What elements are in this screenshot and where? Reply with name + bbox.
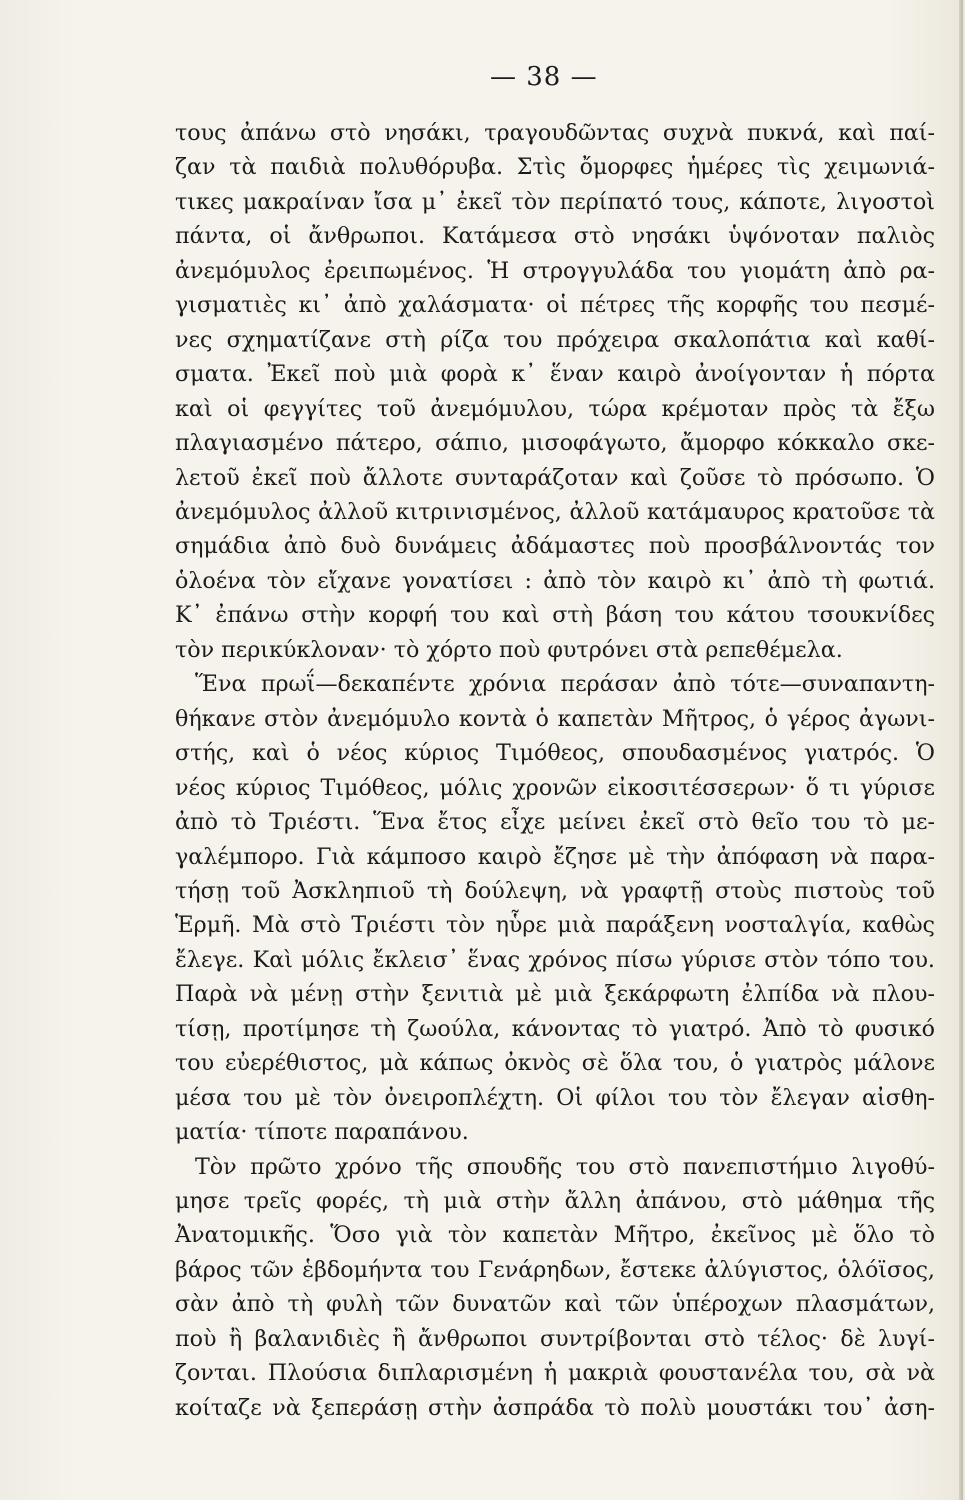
text-line: ζαν τὰ παιδιὰ πολυθόρυβα. Στὶς ὄμορφες ἡμέρες τὶς χειμωνιά- [175, 154, 935, 181]
text-line: ἀνεμόμυλος ἐρειπωμένος. Ἡ στρογγυλάδα του γιομάτη ἀπὸ ρα- [175, 257, 935, 284]
text-line: λετοῦ ἐκεῖ ποὺ ἄλλοτε συνταράζοταν καὶ ζοῦσε τὸ πρόσωπο. Ὁ [175, 464, 935, 491]
text-line: κοίταζε νὰ ξεπεράσῃ στὴν ἀσπράδα τὸ πολὺ μουστάκι του᾽ ἀση- [175, 1394, 935, 1421]
text-line: πλαγιασμένο πάτερο, σάπιο, μισοφάγωτο, ἄμορφο κόκκαλο σκε- [175, 430, 935, 457]
text-line: Παρὰ νὰ μένῃ στὴν ξενιτιὰ μὲ μιὰ ξεκάρφωτη ἐλπίδα νὰ πλου- [175, 981, 935, 1008]
text-line: τίσῃ, προτίμησε τὴ ζωούλα, κάνοντας τὸ γιατρό. Ἀπὸ τὸ φυσικό [175, 1015, 935, 1042]
text-line: σὰν ἀπὸ τὴ φυλὴ τῶν δυνατῶν καὶ τῶν ὑπέροχων πλασμάτων, [175, 1291, 935, 1318]
text-line: στής, καὶ ὁ νέος κύριος Τιμόθεος, σπουδασμένος γιατρός. Ὁ [175, 740, 935, 767]
text-line: ματία· τίποτε παραπάνου. [175, 1119, 469, 1146]
text-line: μησε τρεῖς φορές, τὴ μιὰ στὴν ἄλλη ἀπάνου, στὸ μάθημα τῆς [175, 1188, 935, 1214]
text-line: γαλέμπορο. Γιὰ κάμποσο καιρὸ ἔζησε μὲ τὴν ἀπόφαση νὰ παρα- [175, 843, 935, 870]
text-line: νέος κύριος Τιμόθεος, μόλις χρονῶν εἰκοσιτέσσερων· ὅ τι γύρισε [175, 774, 935, 801]
text-line: πάντα, οἱ ἄνθρωποι. Κατάμεσα στὸ νησάκι ὑψόνοταν παλιὸς [175, 223, 935, 250]
text-line: Κ᾽ ἐπάνω στὴν κορφή του καὶ στὴ βάση του κάτου τσουκνίδες [175, 602, 935, 629]
text-line: βάρος τῶν ἑβδομήντα του Γενάρηδων, ἔστεκε ἀλύγιστος, ὁλόϊσος, [175, 1256, 935, 1283]
text-line: γισματιὲς κι᾽ ἀπὸ χαλάσματα· οἱ πέτρες τῆς κορφῆς του πεσμέ- [175, 292, 935, 319]
page-edge [959, 0, 963, 1500]
text-line: μέσα του μὲ τὸν ὀνειροπλέχτη. Οἱ φίλοι του τὸν ἔλεγαν αἰσθη- [175, 1084, 935, 1111]
text-line: ἀνεμόμυλος ἀλλοῦ κιτρινισμένος, ἀλλοῦ κατάμαυρος κρατοῦσε τὰ [175, 499, 935, 525]
text-line: Ἑρμῆ. Μὰ στὸ Τριέστι τὸν ηὗρε μιὰ παράξενη νοσταλγία, καθὼς [175, 912, 935, 939]
text-line: θήκανε στὸν ἀνεμόμυλο κοντὰ ὁ καπετὰν Μῆτρος, ὁ γέρος ἀγωνι- [175, 705, 935, 732]
text-line: ποὺ ἢ βαλανιδιὲς ἢ ἄνθρωποι συντρίβονται στὸ τέλος· δὲ λυγί- [175, 1325, 935, 1352]
text-line: τικες μακραίναν ἴσα μ᾽ ἐκεῖ τὸν περίπατό τους, κάποτε, λιγοστοὶ [175, 188, 935, 215]
text-line: Ἀνατομικῆς. Ὅσο γιὰ τὸν καπετὰν Μῆτρο, ἐκεῖνος μὲ ὅλο τὸ [175, 1222, 935, 1249]
text-line: Τὸν πρῶτο χρόνο τῆς σπουδῆς του στὸ πανεπιστήμιο λιγοθύ- [195, 1153, 935, 1180]
text-line: του εὐερέθιστος, μὰ κάπως ὀκνὸς σὲ ὅλα του, ὁ γιατρὸς μάλονε [175, 1050, 935, 1077]
text-line: ἔλεγε. Καὶ μόλις ἔκλεισ᾽ ἕνας χρόνος πίσω γύρισε στὸν τόπο του. [175, 946, 935, 973]
page-number: — 38 — [490, 62, 598, 92]
text-line: σματα. Ἐκεῖ ποὺ μιὰ φορὰ κ᾽ ἕναν καιρὸ ἀνοίγονταν ἡ πόρτα [175, 361, 935, 388]
text-line: σημάδια ἀπὸ δυὸ δυνάμεις ἀδάμαστες ποὺ προσβάλνοντάς τον [175, 533, 935, 560]
text-line: τὸν περικύκλοναν· τὸ χόρτο ποὺ φυτρόνει στὰ ρεπεθέμελα. [175, 636, 843, 663]
text-line: ὁλοένα τὸν εἴχανε γονατίσει : ἀπὸ τὸν καιρὸ κι᾽ ἀπὸ τὴ φωτιά. [175, 567, 935, 594]
text-line: καὶ οἱ φεγγίτες τοῦ ἀνεμόμυλου, τώρα κρέμοταν πρὸς τὰ ἔξω [175, 395, 935, 422]
text-line: τήσῃ τοῦ Ἀσκληπιοῦ τὴ δούλεψη, νὰ γραφτῇ στοὺς πιστοὺς τοῦ [175, 877, 935, 904]
text-line: ζονται. Πλούσια διπλαρισμένη ἡ μακριὰ φουστανέλα του, σὰ νὰ [175, 1360, 935, 1387]
text-line: νες σχηματίζανε στὴ ρίζα του πρόχειρα σκαλοπάτια καὶ καθί- [175, 326, 935, 353]
text-line: τους ἀπάνω στὸ νησάκι, τραγουδῶντας συχνὰ πυκνά, καὶ παί- [175, 120, 935, 146]
text-line: ἀπὸ τὸ Τριέστι. Ἕνα ἔτος εἶχε μείνει ἐκεῖ στὸ θεῖο του τὸ με- [175, 809, 935, 835]
text-line: Ἕνα πρωΐ—δεκαπέντε χρόνια περάσαν ἀπὸ τότε—συναπαντη- [195, 671, 935, 698]
